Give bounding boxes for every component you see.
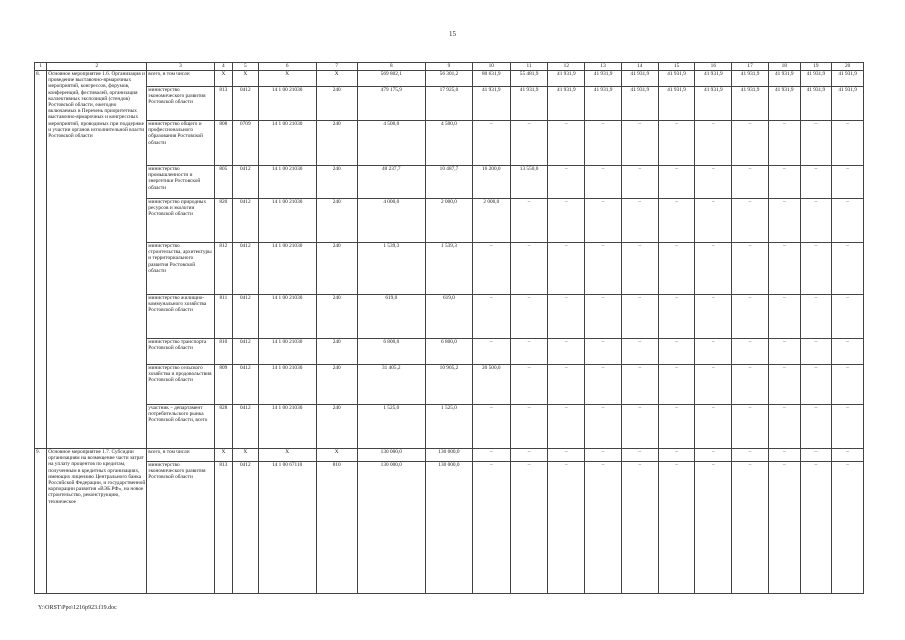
column-number-20: 20	[832, 63, 864, 71]
ministry-code: X	[214, 449, 232, 462]
year-amount: –	[548, 405, 585, 449]
year-amount: –	[800, 339, 832, 365]
expense-type-code: 240	[316, 405, 357, 449]
year-amount: –	[800, 121, 832, 166]
target-article-code: X	[258, 71, 316, 87]
year-amount: 55 481,9	[510, 71, 548, 87]
year-amount: –	[832, 339, 864, 365]
target-article-code: 14 1 00 21030	[258, 121, 316, 166]
ministry-code: 809	[214, 365, 232, 405]
year-amount: 20 500,0	[472, 365, 510, 405]
year-amount: 41 931,9	[658, 71, 695, 87]
ministry-code: 810	[214, 339, 232, 365]
year-amount: –	[732, 365, 769, 405]
column-number-19: 19	[800, 63, 832, 71]
year-amount: –	[585, 365, 622, 405]
executor-name: министерство жилищно-коммунального хозяйства Ростовской области	[147, 295, 214, 339]
year-amount: –	[732, 166, 769, 199]
file-path-footer: Y:\ORST\Ppo\1216p923.f19.doc	[38, 605, 117, 611]
column-number-2: 2	[47, 63, 147, 71]
year-amount: –	[658, 295, 695, 339]
year-amount: –	[768, 462, 800, 594]
year-amount: –	[695, 449, 732, 462]
year-amount: –	[510, 121, 548, 166]
year-amount: –	[695, 462, 732, 594]
year-amount: 41 931,9	[768, 87, 800, 121]
year-amount: –	[585, 462, 622, 594]
section-code: 0412	[233, 166, 259, 199]
year-amount: –	[768, 121, 800, 166]
ministry-code: 805	[214, 166, 232, 199]
year-amount: 41 931,9	[832, 87, 864, 121]
year-amount: 2 000,0	[472, 199, 510, 243]
year-amount: –	[585, 199, 622, 243]
year-amount: –	[800, 199, 832, 243]
section-code: 0709	[233, 121, 259, 166]
table-row	[35, 449, 864, 462]
year-amount: –	[472, 243, 510, 295]
year-amount: –	[472, 462, 510, 594]
year-amount: 41 931,9	[548, 87, 585, 121]
section-code: X	[233, 71, 259, 87]
row-number: 9.	[35, 449, 47, 594]
section-code: 0412	[233, 87, 259, 121]
executor-name: министерство экономического развития Ростовской области	[147, 87, 214, 121]
column-number-13: 13	[585, 63, 622, 71]
total-amount: 1 525,0	[357, 405, 425, 449]
executor-name: всего, в том числе:	[147, 449, 214, 462]
year-amount: –	[800, 405, 832, 449]
section-code: 0412	[233, 365, 259, 405]
year-amount: –	[695, 339, 732, 365]
year-amount: 1 539,3	[425, 243, 472, 295]
section-code: 0412	[233, 339, 259, 365]
expense-type-code: 240	[316, 166, 357, 199]
table-row	[35, 295, 864, 339]
year-amount: –	[658, 199, 695, 243]
table-row	[35, 87, 864, 121]
year-amount: –	[472, 339, 510, 365]
column-number-14: 14	[621, 63, 658, 71]
target-article-code: 14 1 00 21030	[258, 405, 316, 449]
expense-type-code: 240	[316, 339, 357, 365]
expense-type-code: 240	[316, 121, 357, 166]
ministry-code: X	[214, 71, 232, 87]
year-amount: –	[658, 405, 695, 449]
year-amount: –	[832, 462, 864, 594]
year-amount: –	[800, 243, 832, 295]
year-amount: –	[621, 339, 658, 365]
row-number: 8.	[35, 71, 47, 449]
year-amount: –	[658, 339, 695, 365]
year-amount: –	[658, 243, 695, 295]
year-amount: 17 925,0	[425, 87, 472, 121]
expense-type-code: 810	[316, 462, 357, 594]
year-amount: –	[658, 365, 695, 405]
section-code: 0412	[233, 243, 259, 295]
column-number-6: 6	[258, 63, 316, 71]
ministry-code: 813	[214, 87, 232, 121]
column-number-5: 5	[233, 63, 259, 71]
total-amount: 6 800,0	[357, 339, 425, 365]
year-amount: 41 931,9	[621, 87, 658, 121]
year-amount: 41 931,9	[658, 87, 695, 121]
year-amount: –	[548, 449, 585, 462]
target-article-code: 14 1 00 21030	[258, 295, 316, 339]
year-amount: –	[621, 462, 658, 594]
target-article-code: 14 1 00 21030	[258, 166, 316, 199]
year-amount: –	[510, 405, 548, 449]
budget-table	[34, 62, 864, 594]
year-amount: –	[510, 365, 548, 405]
year-amount: 130 000,0	[425, 462, 472, 594]
year-amount: –	[548, 462, 585, 594]
year-amount: –	[732, 199, 769, 243]
target-article-code: 14 1 00 21030	[258, 199, 316, 243]
year-amount: 56 301,2	[425, 71, 472, 87]
year-amount: –	[695, 243, 732, 295]
year-amount: –	[621, 243, 658, 295]
year-amount: –	[548, 166, 585, 199]
year-amount: 13 550,0	[510, 166, 548, 199]
year-amount: –	[695, 365, 732, 405]
year-amount: 41 931,9	[695, 71, 732, 87]
year-amount: –	[585, 166, 622, 199]
year-amount: –	[832, 243, 864, 295]
expense-type-code: 240	[316, 365, 357, 405]
expense-type-code: X	[316, 449, 357, 462]
total-amount: 569 802,1	[357, 71, 425, 87]
year-amount: –	[832, 449, 864, 462]
total-amount: 619,0	[357, 295, 425, 339]
year-amount: 41 931,9	[768, 71, 800, 87]
year-amount: –	[585, 121, 622, 166]
ministry-code: 828	[214, 405, 232, 449]
year-amount: 10 905,2	[425, 365, 472, 405]
year-amount: –	[585, 449, 622, 462]
year-amount: –	[768, 166, 800, 199]
total-amount: 479 175,9	[357, 87, 425, 121]
year-amount: 41 931,9	[510, 87, 548, 121]
year-amount: –	[695, 295, 732, 339]
year-amount: –	[472, 449, 510, 462]
year-amount: –	[621, 449, 658, 462]
ministry-code: 808	[214, 121, 232, 166]
executor-name: министерство экономического развития Ростовской области	[147, 462, 214, 594]
column-number-1: 1	[35, 63, 47, 71]
year-amount: 41 931,9	[732, 71, 769, 87]
executor-name: министерство транспорта Ростовской области	[147, 339, 214, 365]
year-amount: –	[832, 365, 864, 405]
year-amount: –	[832, 295, 864, 339]
year-amount: –	[768, 405, 800, 449]
year-amount: 2 000,0	[425, 199, 472, 243]
year-amount: 41 931,9	[800, 87, 832, 121]
table-row	[35, 462, 864, 594]
year-amount: –	[732, 121, 769, 166]
page-number: 15	[449, 30, 456, 38]
expense-type-code: X	[316, 71, 357, 87]
target-article-code: 14 1 00 21030	[258, 87, 316, 121]
year-amount: –	[548, 243, 585, 295]
year-amount: –	[621, 121, 658, 166]
year-amount: –	[768, 243, 800, 295]
year-amount: –	[732, 405, 769, 449]
year-amount: 41 931,9	[695, 87, 732, 121]
year-amount: –	[658, 449, 695, 462]
year-amount: –	[472, 295, 510, 339]
executor-name: всего, в том числе:	[147, 71, 214, 87]
year-amount: –	[510, 295, 548, 339]
column-number-16: 16	[695, 63, 732, 71]
year-amount: –	[768, 449, 800, 462]
year-amount: –	[800, 166, 832, 199]
total-amount: 31 405,2	[357, 365, 425, 405]
expense-type-code: 240	[316, 243, 357, 295]
year-amount: 41 931,9	[472, 87, 510, 121]
year-amount: –	[768, 199, 800, 243]
year-amount: 41 931,9	[732, 87, 769, 121]
section-code: 0412	[233, 462, 259, 594]
total-amount: 4 000,0	[357, 199, 425, 243]
year-amount: –	[472, 405, 510, 449]
column-number-9: 9	[425, 63, 472, 71]
year-amount: –	[732, 339, 769, 365]
year-amount: –	[621, 365, 658, 405]
year-amount: –	[585, 405, 622, 449]
year-amount: –	[548, 121, 585, 166]
year-amount: –	[832, 405, 864, 449]
year-amount: –	[585, 243, 622, 295]
section-code: 0412	[233, 199, 259, 243]
year-amount: 41 931,9	[621, 71, 658, 87]
executor-name: участник – департамент потребительского рынка Ростовской области, всего	[147, 405, 214, 449]
year-amount: –	[832, 121, 864, 166]
year-amount: 80 631,9	[472, 71, 510, 87]
table-row	[35, 166, 864, 199]
year-amount: 41 931,9	[585, 71, 622, 87]
column-number-11: 11	[510, 63, 548, 71]
year-amount: –	[585, 295, 622, 339]
total-amount: 4 500,0	[357, 121, 425, 166]
expense-type-code: 240	[316, 87, 357, 121]
year-amount: –	[621, 295, 658, 339]
column-number-row	[35, 63, 864, 71]
year-amount: –	[800, 462, 832, 594]
activity-name: Основное мероприятие 1.7. Субсидии организациям на возмещение части затрат на уплату процентов по кредитам, полученным в кредитных организациях, имеющих лицензию Центрального банка Российской Федерации, и государственной корпорации развития «ВЭБ.РФ», на новое строительство, реконструкцию, техническое	[47, 449, 147, 594]
year-amount: –	[621, 166, 658, 199]
expense-type-code: 240	[316, 199, 357, 243]
year-amount: 41 931,9	[548, 71, 585, 87]
ministry-code: 813	[214, 462, 232, 594]
table-row	[35, 71, 864, 87]
total-amount: 130 000,0	[357, 449, 425, 462]
budget-table-sheet	[34, 62, 864, 594]
target-article-code: X	[258, 449, 316, 462]
year-amount: –	[695, 199, 732, 243]
expense-type-code: 240	[316, 295, 357, 339]
section-code: 0412	[233, 405, 259, 449]
year-amount: –	[658, 462, 695, 594]
year-amount: –	[695, 166, 732, 199]
ministry-code: 812	[214, 243, 232, 295]
table-row	[35, 365, 864, 405]
table-row	[35, 405, 864, 449]
total-amount: 1 539,3	[357, 243, 425, 295]
column-number-17: 17	[732, 63, 769, 71]
year-amount: 1 525,0	[425, 405, 472, 449]
year-amount: –	[695, 121, 732, 166]
column-number-18: 18	[768, 63, 800, 71]
ministry-code: 820	[214, 199, 232, 243]
executor-name: министерство сельского хозяйства и продовольствия Ростовской области	[147, 365, 214, 405]
activity-name: Основное мероприятие 1.6. Организация и проведение выставочно-ярмарочных мероприятий, конгрессов, форумов, конференций, фестивалей, организация коллективных экспозиций (стендов) Ростовской области, ежегодно включаемых в Перечень приоритетных выставочно-ярмарочных и конгрессных мероприятий, проводимых при поддержке и участии органов исполнительной власти Ростовской области	[47, 71, 147, 449]
year-amount: –	[510, 462, 548, 594]
column-number-3: 3	[147, 63, 214, 71]
column-number-7: 7	[316, 63, 357, 71]
section-code: X	[233, 449, 259, 462]
year-amount: –	[472, 121, 510, 166]
year-amount: –	[510, 243, 548, 295]
year-amount: –	[548, 199, 585, 243]
year-amount: –	[510, 339, 548, 365]
year-amount: –	[695, 405, 732, 449]
year-amount: –	[658, 121, 695, 166]
year-amount: –	[585, 339, 622, 365]
year-amount: –	[510, 199, 548, 243]
year-amount: –	[768, 295, 800, 339]
section-code: 0412	[233, 295, 259, 339]
year-amount: –	[832, 166, 864, 199]
year-amount: –	[548, 365, 585, 405]
executor-name: министерство природных ресурсов и экологии Ростовской области	[147, 199, 214, 243]
year-amount: 16 200,0	[472, 166, 510, 199]
column-number-15: 15	[658, 63, 695, 71]
table-row	[35, 199, 864, 243]
year-amount: –	[800, 449, 832, 462]
ministry-code: 811	[214, 295, 232, 339]
total-amount: 40 237,7	[357, 166, 425, 199]
column-number-12: 12	[548, 63, 585, 71]
executor-name: министерство промышленности и энергетики Ростовской области	[147, 166, 214, 199]
year-amount: –	[548, 339, 585, 365]
column-number-8: 8	[357, 63, 425, 71]
year-amount: 130 000,0	[425, 449, 472, 462]
year-amount: 41 931,9	[585, 87, 622, 121]
year-amount: –	[732, 243, 769, 295]
year-amount: –	[768, 365, 800, 405]
year-amount: –	[658, 166, 695, 199]
target-article-code: 14 1 00 21030	[258, 365, 316, 405]
target-article-code: 14 1 00 67110	[258, 462, 316, 594]
year-amount: 6 800,0	[425, 339, 472, 365]
table-row	[35, 339, 864, 365]
executor-name: министерство общего и профессионального образования Ростовской области	[147, 121, 214, 166]
target-article-code: 14 1 00 21030	[258, 339, 316, 365]
year-amount: –	[768, 339, 800, 365]
year-amount: –	[832, 199, 864, 243]
year-amount: –	[800, 365, 832, 405]
year-amount: –	[621, 405, 658, 449]
total-amount: 130 000,0	[357, 462, 425, 594]
table-row	[35, 121, 864, 166]
year-amount: –	[800, 295, 832, 339]
executor-name: министерство строительства, архитектуры и территориального развития Ростовской области	[147, 243, 214, 295]
column-number-4: 4	[214, 63, 232, 71]
column-number-10: 10	[472, 63, 510, 71]
year-amount: 4 500,0	[425, 121, 472, 166]
year-amount: 41 931,9	[800, 71, 832, 87]
year-amount: 619,0	[425, 295, 472, 339]
year-amount: –	[621, 199, 658, 243]
year-amount: 10 487,7	[425, 166, 472, 199]
year-amount: –	[732, 295, 769, 339]
target-article-code: 14 1 00 21030	[258, 243, 316, 295]
year-amount: 41 931,9	[832, 71, 864, 87]
table-row	[35, 243, 864, 295]
year-amount: –	[732, 462, 769, 594]
year-amount: –	[548, 295, 585, 339]
year-amount: –	[510, 449, 548, 462]
year-amount: –	[732, 449, 769, 462]
